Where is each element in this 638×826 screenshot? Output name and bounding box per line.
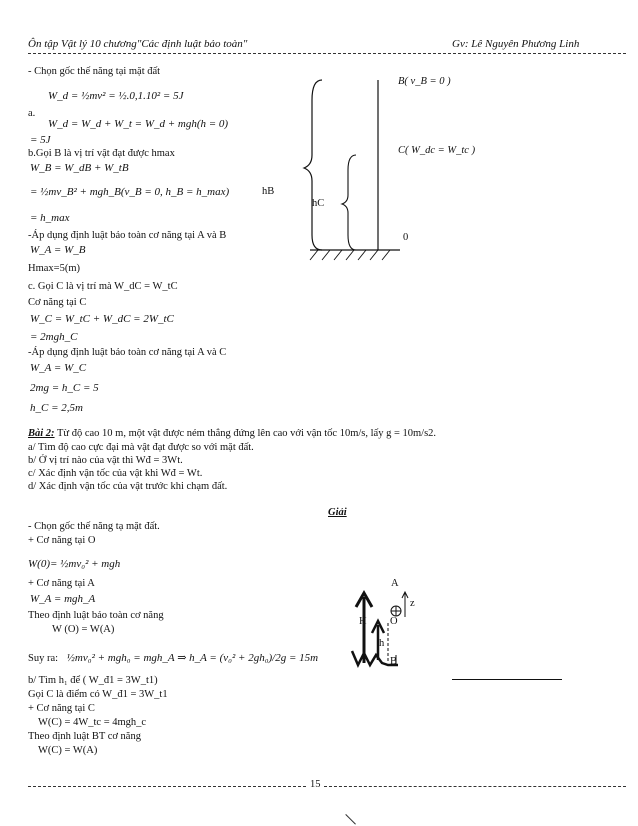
footer-divider-right [324, 786, 626, 787]
sol1-c-eq1: W_C = W_tC + W_dC = 2W_tC [30, 313, 174, 325]
fig2-z-label: z [410, 598, 415, 609]
sol2-line6 [28, 652, 318, 665]
sol2-line3: + Cơ năng tại A [28, 578, 95, 589]
sol1-line1: - Chọn gốc thế năng tại mặt đất [28, 66, 161, 77]
sol1-b-apply: -Áp dụng định luật bảo toàn cơ năng tại A và B [28, 230, 227, 241]
sol2-line4: Theo định luật bảo toàn cơ năng [28, 610, 164, 621]
sol2-line11: Theo định luật BT cơ năng [28, 731, 141, 742]
fig1-o-label: 0 [403, 232, 409, 243]
fig2-h-label: h [379, 638, 385, 649]
bai2-text: Từ độ cao 10 m, một vật được ném thẳng đứng lên cao với vận tốc 10m/s, lấy g = 10m/s2. [56, 428, 437, 439]
corner-mark [345, 814, 356, 825]
sol1-b-head: b.Gọi B là vị trí vật đạt được hmax [28, 148, 175, 159]
bai2-question-b: b/ Ở vị trí nào của vật thì Wđ = 3Wt. [28, 455, 183, 466]
bai2-question-a: a/ Tìm độ cao cực đại mà vật đạt được so với mặt đất. [28, 442, 254, 453]
sol2-line9: + Cơ năng tại C [28, 703, 95, 714]
sol1-a-label: a. [28, 108, 36, 119]
sol1-c-eq3: W_A = W_C [30, 362, 87, 374]
fig2-b-label: B [390, 656, 398, 667]
sol1-b-result: Hmax=5(m) [28, 263, 80, 274]
sol1-c-eq5: h_C = 2,5m [30, 402, 83, 414]
sol2-line5: W (O) = W(A) [52, 624, 115, 635]
page-number: 15 [310, 779, 321, 790]
header-divider [28, 53, 626, 54]
sol1-a-eq3: = 5J [30, 134, 51, 146]
sol2-line8: Gọi C là điểm có W_đ1 = 3W_t1 [28, 689, 168, 700]
sol2-eq-o: W(0)= ½mv₀² + mgh [28, 558, 121, 570]
sol1-b-eq3: = h_max [30, 212, 70, 224]
sol2-line7: b/ Tìm h₁ để ( W_đ1 = 3W_t1) [28, 675, 158, 686]
bai2-question-c: c/ Xác định vận tốc của vật khi Wđ = Wt. [28, 468, 203, 479]
sol1-b-eq1: W_B = W_dB + W_tB [30, 162, 129, 174]
sol2-line12: W(C) = W(A) [38, 745, 98, 756]
sol1-a-eq2: W_d = W_d + W_t = W_d + mgh(h = 0) [48, 118, 229, 130]
bai2-statement [28, 428, 436, 440]
header-title: Ôn tập Vật lý 10 chương"Các định luật bảo toàn" [28, 38, 248, 50]
sol1-c-head: c. Gọi C là vị trí mà W_dC = W_tC [28, 281, 178, 292]
bai2-title: Bài 2: [28, 428, 55, 439]
fig1-hb-label: hB [262, 186, 275, 197]
fig2-o-label: O [390, 616, 398, 627]
sol2-title: Giải [328, 507, 347, 518]
sol2-suy-ra: Suy ra: [28, 653, 59, 664]
sol2-line1: - Chọn gốc thế năng tạ mặt đất. [28, 521, 160, 532]
sol2-eq-a: W_A = mgh_A [30, 593, 96, 605]
bai2-question-d: d/ Xác định vận tốc của vật trước khi chạm đất. [28, 481, 228, 492]
sol1-c-eq4: 2mg = h_C = 5 [30, 382, 99, 394]
sol1-c-apply: -Áp dụng định luật bảo toàn cơ năng tại A và C [28, 347, 227, 358]
fig1-c-label: C( W_dc = W_tc ) [398, 145, 476, 156]
fig2-h-big-label: H [359, 616, 367, 627]
footer-divider-left [28, 786, 306, 787]
sol2-line10: W(C) = 4W_tc = 4mgh_c [38, 717, 147, 728]
figure-height-diagram [290, 60, 590, 270]
fig2-ground-line [452, 679, 562, 680]
fig1-hc-label: hC [312, 198, 325, 209]
fig1-b-label: B( v_B = 0 ) [398, 76, 451, 87]
sol1-b-eq4: W_A = W_B [30, 244, 86, 256]
height-diagram-svg [290, 60, 590, 270]
sol2-line2: + Cơ năng tại O [28, 535, 96, 546]
sol1-c-eq2: = 2mgh_C [30, 331, 78, 343]
sol1-c-line: Cơ năng tại C [28, 297, 87, 308]
sol1-b-eq2: = ½mv_B² + mgh_B(v_B = 0, h_B = h_max) [30, 186, 230, 198]
header-author: Gv: Lê Nguyên Phương Linh [452, 38, 580, 50]
fig2-a-label: A [391, 578, 399, 589]
sol2-eq-ha: ½mv₀² + mgh₀ = mgh_A ⇒ h_A = (v₀² + 2gh₀)/2g = 15m [66, 652, 319, 664]
sol1-a-eq1: W_d = ½mv² = ½.0,1.10² = 5J [48, 90, 184, 102]
